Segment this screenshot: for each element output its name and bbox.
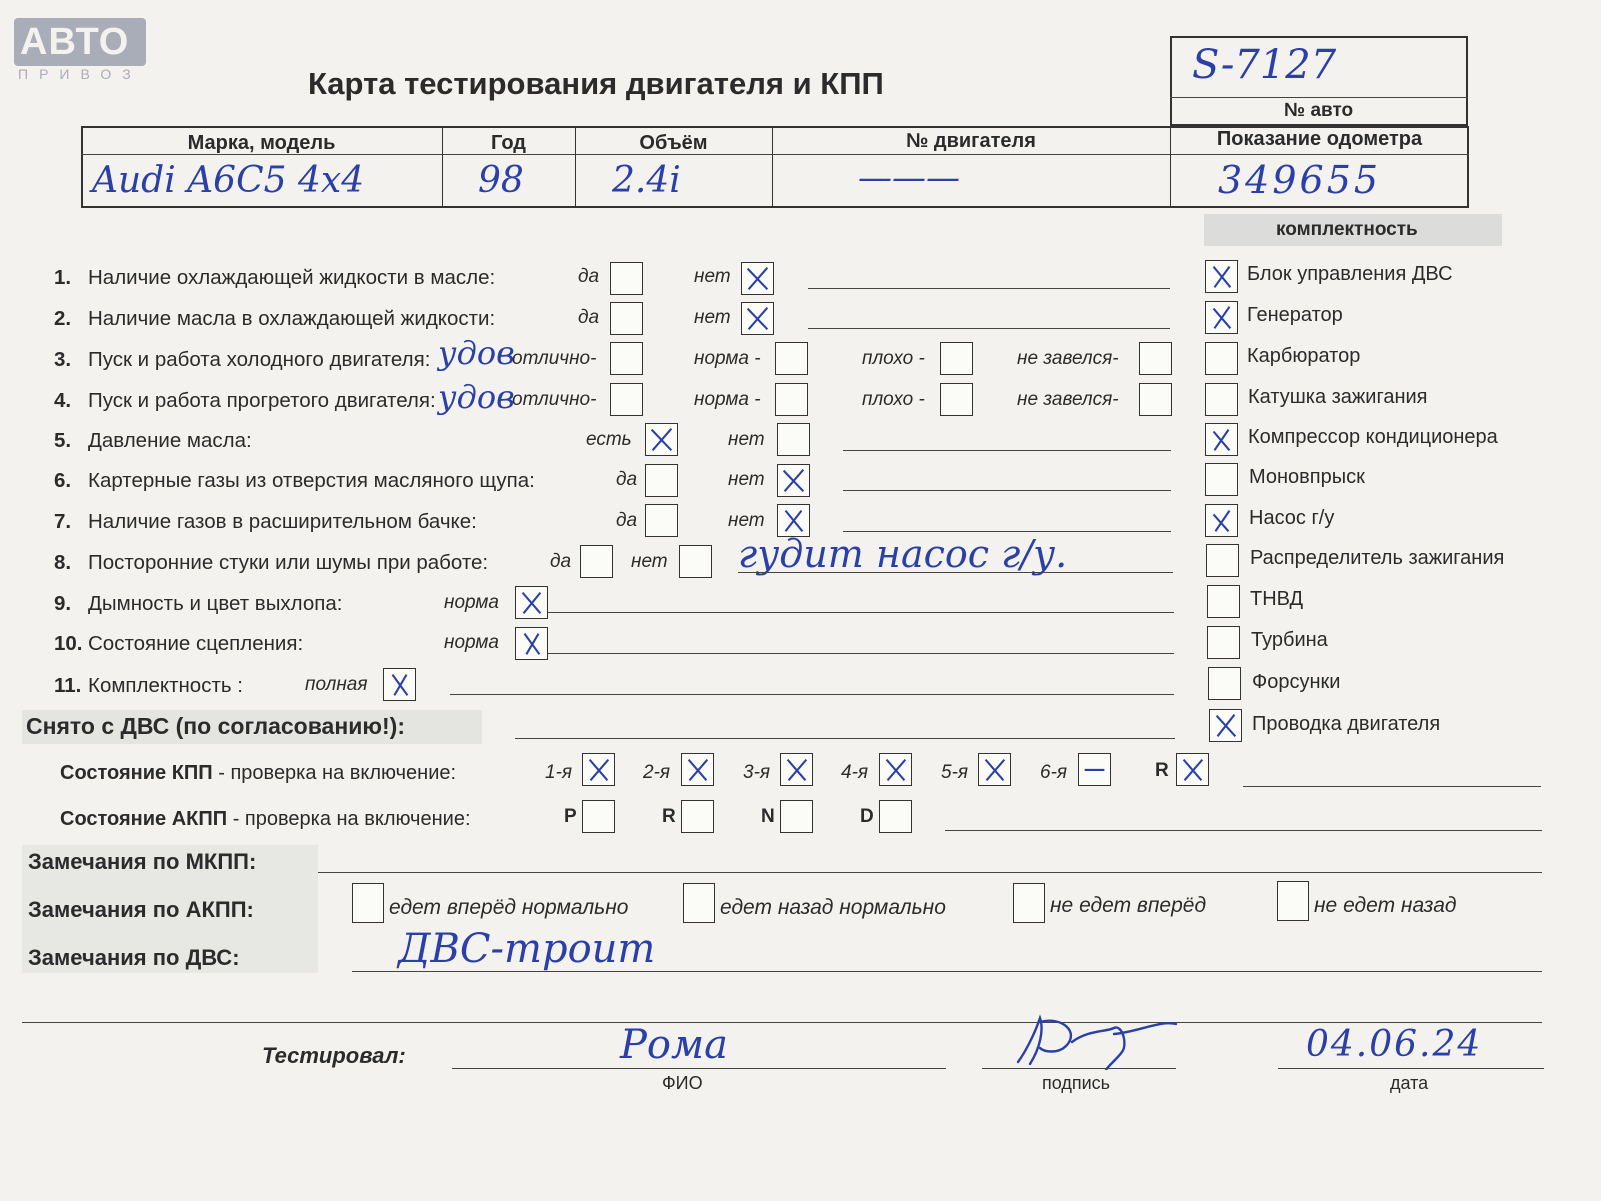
check-item-7: 7. Наличие газов в расширительном бачке: [54,510,477,533]
opt-label: есть [586,429,632,450]
gear-6-checkbox[interactable] [1078,753,1111,786]
check-item-4: 4. Пуск и работа прогретого двигателя: [54,389,436,412]
checkbox-3-bad[interactable] [940,342,973,375]
komplekt-label: Проводка двигателя [1252,713,1441,735]
gear-label: 4-я [841,762,869,783]
remarks-dvs-label: Замечания по ДВС: [28,945,240,970]
komplekt-label: Форсунки [1252,671,1341,693]
checkbox-5-yes[interactable] [645,423,678,456]
opt-label: нет [694,307,731,328]
gear-4-checkbox[interactable] [879,753,912,786]
gear-3-checkbox[interactable] [780,753,813,786]
gear-label: 3-я [743,762,771,783]
signature-caption: подпись [1042,1073,1111,1093]
komplekt-title: комплектность [1276,219,1418,240]
checkbox-8-no[interactable] [679,545,712,578]
komplekt-checkbox-mono-injection[interactable] [1205,463,1238,496]
opt-label: да [616,510,638,531]
komplekt-checkbox-ecu[interactable] [1205,260,1238,293]
checkbox-8-yes[interactable] [580,545,613,578]
handwriting-cold-start: удов [438,334,515,372]
checkbox-4-bad[interactable] [940,383,973,416]
komplekt-label: Турбина [1251,629,1328,651]
opt-label: нет [728,510,765,531]
remarks-dvs-handwriting: ДВС-троит [398,926,656,972]
check-item-1: 1. Наличие охлаждающей жидкости в масле: [54,266,496,289]
akpp-back-ok-checkbox[interactable] [683,883,715,923]
opt-label: нет [728,469,765,490]
komplekt-label: Моновпрыск [1249,466,1365,488]
akpp-mode-d-checkbox[interactable] [879,800,912,833]
opt-label: отлично- [512,348,597,369]
car-number-value: S-7127 [1192,42,1337,88]
komplekt-checkbox-ignition-coil[interactable] [1205,383,1238,416]
gear-5-checkbox[interactable] [978,753,1011,786]
checkbox-6-no[interactable] [777,464,810,497]
opt-label: полная [305,674,368,695]
komplekt-checkbox-turbo[interactable] [1207,626,1240,659]
opt-label: не завелся- [1017,348,1119,369]
value-odometer: 349655 [1218,158,1382,202]
komplekt-label: Катушка зажигания [1248,386,1428,408]
value-year: 98 [478,160,524,201]
opt-label: нет [694,266,731,287]
gear-1-checkbox[interactable] [582,753,615,786]
akpp-mode-label: N [761,806,775,827]
check-item-2: 2. Наличие масла в охлаждающей жидкости: [54,307,496,330]
checkbox-2-no[interactable] [741,302,774,335]
gear-2-checkbox[interactable] [681,753,714,786]
komplekt-checkbox-injection-pump[interactable] [1207,585,1240,618]
check-item-3: 3. Пуск и работа холодного двигателя: [54,348,431,371]
check-item-8: 8. Посторонние стуки или шумы при работе: [54,551,489,574]
tested-by-label: Тестировал: [262,1043,406,1068]
komplekt-label: Распределитель зажигания [1250,547,1505,569]
akpp-mode-label: D [860,806,874,827]
akpp-remark-label: не едет вперёд [1050,894,1207,917]
opt-label: не завелся- [1017,389,1119,410]
fio-caption: ФИО [662,1073,703,1093]
checkbox-11-full[interactable] [383,668,416,701]
check-item-9: 9. Дымность и цвет выхлопа: [54,592,343,615]
opt-label: норма - [694,348,761,369]
checkbox-9-normal[interactable] [515,586,548,619]
akpp-label: Состояние АКПП - проверка на включение: [60,808,471,830]
akpp-mode-label: P [564,806,577,827]
opt-label: да [578,266,600,287]
checkbox-2-yes[interactable] [610,302,643,335]
checkbox-4-normal[interactable] [775,383,808,416]
gear-label: 5-я [941,762,969,783]
opt-label: норма - [694,389,761,410]
checkbox-4-no-start[interactable] [1139,383,1172,416]
opt-label: да [550,551,572,572]
column-header-engine-no: № двигателя [906,130,1036,152]
date-handwriting: 04.06.24 [1306,1024,1483,1065]
checkbox-3-normal[interactable] [775,342,808,375]
akpp-mode-p-checkbox[interactable] [582,800,615,833]
checkbox-5-no[interactable] [777,423,810,456]
gear-label: 6-я [1040,762,1068,783]
tester-name-handwriting: Рома [620,1022,729,1068]
komplekt-label: Блок управления ДВС [1247,263,1453,285]
komplekt-checkbox-ac-compressor[interactable] [1205,423,1238,456]
logo [14,18,146,66]
gear-label: 1-я [545,762,573,783]
komplekt-checkbox-wiring[interactable] [1209,709,1242,742]
akpp-mode-label: R [662,806,676,827]
checkbox-1-no[interactable] [741,262,774,295]
opt-label: норма [444,592,499,613]
opt-label: норма [444,632,499,653]
akpp-mode-r-checkbox[interactable] [681,800,714,833]
akpp-remark-label: не едет назад [1314,894,1457,917]
kpp-label: Состояние КПП - проверка на включение: [60,762,457,784]
remarks-mkpp-label: Замечания по МКПП: [28,849,257,874]
opt-label: да [616,469,638,490]
handwriting-warm-start: удов [438,378,515,416]
value-model: Audi A6C5 4x4 [92,160,365,201]
komplekt-label: ТНВД [1250,588,1304,610]
akpp-mode-n-checkbox[interactable] [780,800,813,833]
value-volume: 2.4i [612,160,681,201]
opt-label: нет [728,429,765,450]
checkbox-4-excellent[interactable] [610,383,643,416]
check-item-5: 5. Давление масла: [54,429,252,452]
komplekt-label: Карбюратор [1247,345,1361,367]
checkbox-6-yes[interactable] [645,464,678,497]
remarks-akpp-label: Замечания по АКПП: [28,897,254,922]
checkbox-1-yes[interactable] [610,262,643,295]
gear-label: R [1155,760,1169,781]
komplekt-label: Компрессор кондиционера [1248,426,1498,448]
value-engine-no: ——— [858,158,960,198]
opt-label: плохо - [862,389,925,410]
akpp-remark-label: едет назад нормально [720,896,946,919]
check-item-10: 10. Состояние сцепления: [54,632,304,655]
logo-main-text: АВТО [20,21,130,63]
opt-label: нет [631,551,668,572]
akpp-no-forward-checkbox[interactable] [1013,883,1045,923]
akpp-no-back-checkbox[interactable] [1277,881,1309,921]
column-header-odometer: Показание одометра [1216,128,1423,150]
car-number-label: № авто [1284,100,1354,121]
komplekt-checkbox-distributor[interactable] [1206,544,1239,577]
logo-sub-text: ПРИВОЗ [18,66,142,82]
komplekt-checkbox-generator[interactable] [1205,301,1238,334]
checkbox-3-no-start[interactable] [1139,342,1172,375]
komplekt-label: Насос г/у [1249,507,1335,529]
date-caption: дата [1390,1073,1429,1093]
signature-scribble [1010,1008,1180,1070]
removed-label: Снято с ДВС (по согласованию!): [26,713,405,739]
column-header-model: Марка, модель [187,132,336,154]
komplekt-checkbox-ps-pump[interactable] [1205,504,1238,537]
komplekt-checkbox-injectors[interactable] [1208,667,1241,700]
gear-label: 2-я [643,762,671,783]
akpp-remark-label: едет вперёд нормально [389,896,629,919]
komplekt-label: Генератор [1247,304,1343,326]
checkbox-10-normal[interactable] [515,627,548,660]
checkbox-3-excellent[interactable] [610,342,643,375]
komplekt-checkbox-carburetor[interactable] [1205,342,1238,375]
gear-r-checkbox[interactable] [1176,753,1209,786]
page-title: Карта тестирования двигателя и КПП [308,66,884,101]
opt-label: да [578,307,600,328]
akpp-forward-ok-checkbox[interactable] [352,883,384,923]
column-header-volume: Объём [639,132,708,154]
checkbox-7-yes[interactable] [645,504,678,537]
check-item-11: 11. Комплектность : [54,674,243,697]
opt-label: отлично- [512,389,597,410]
check-item-6: 6. Картерные газы из отверстия масляного щупа: [54,469,535,492]
opt-label: плохо - [862,348,925,369]
handwriting-noise-note: гудит насос г/у. [738,532,1068,576]
column-header-year: Год [491,132,526,154]
